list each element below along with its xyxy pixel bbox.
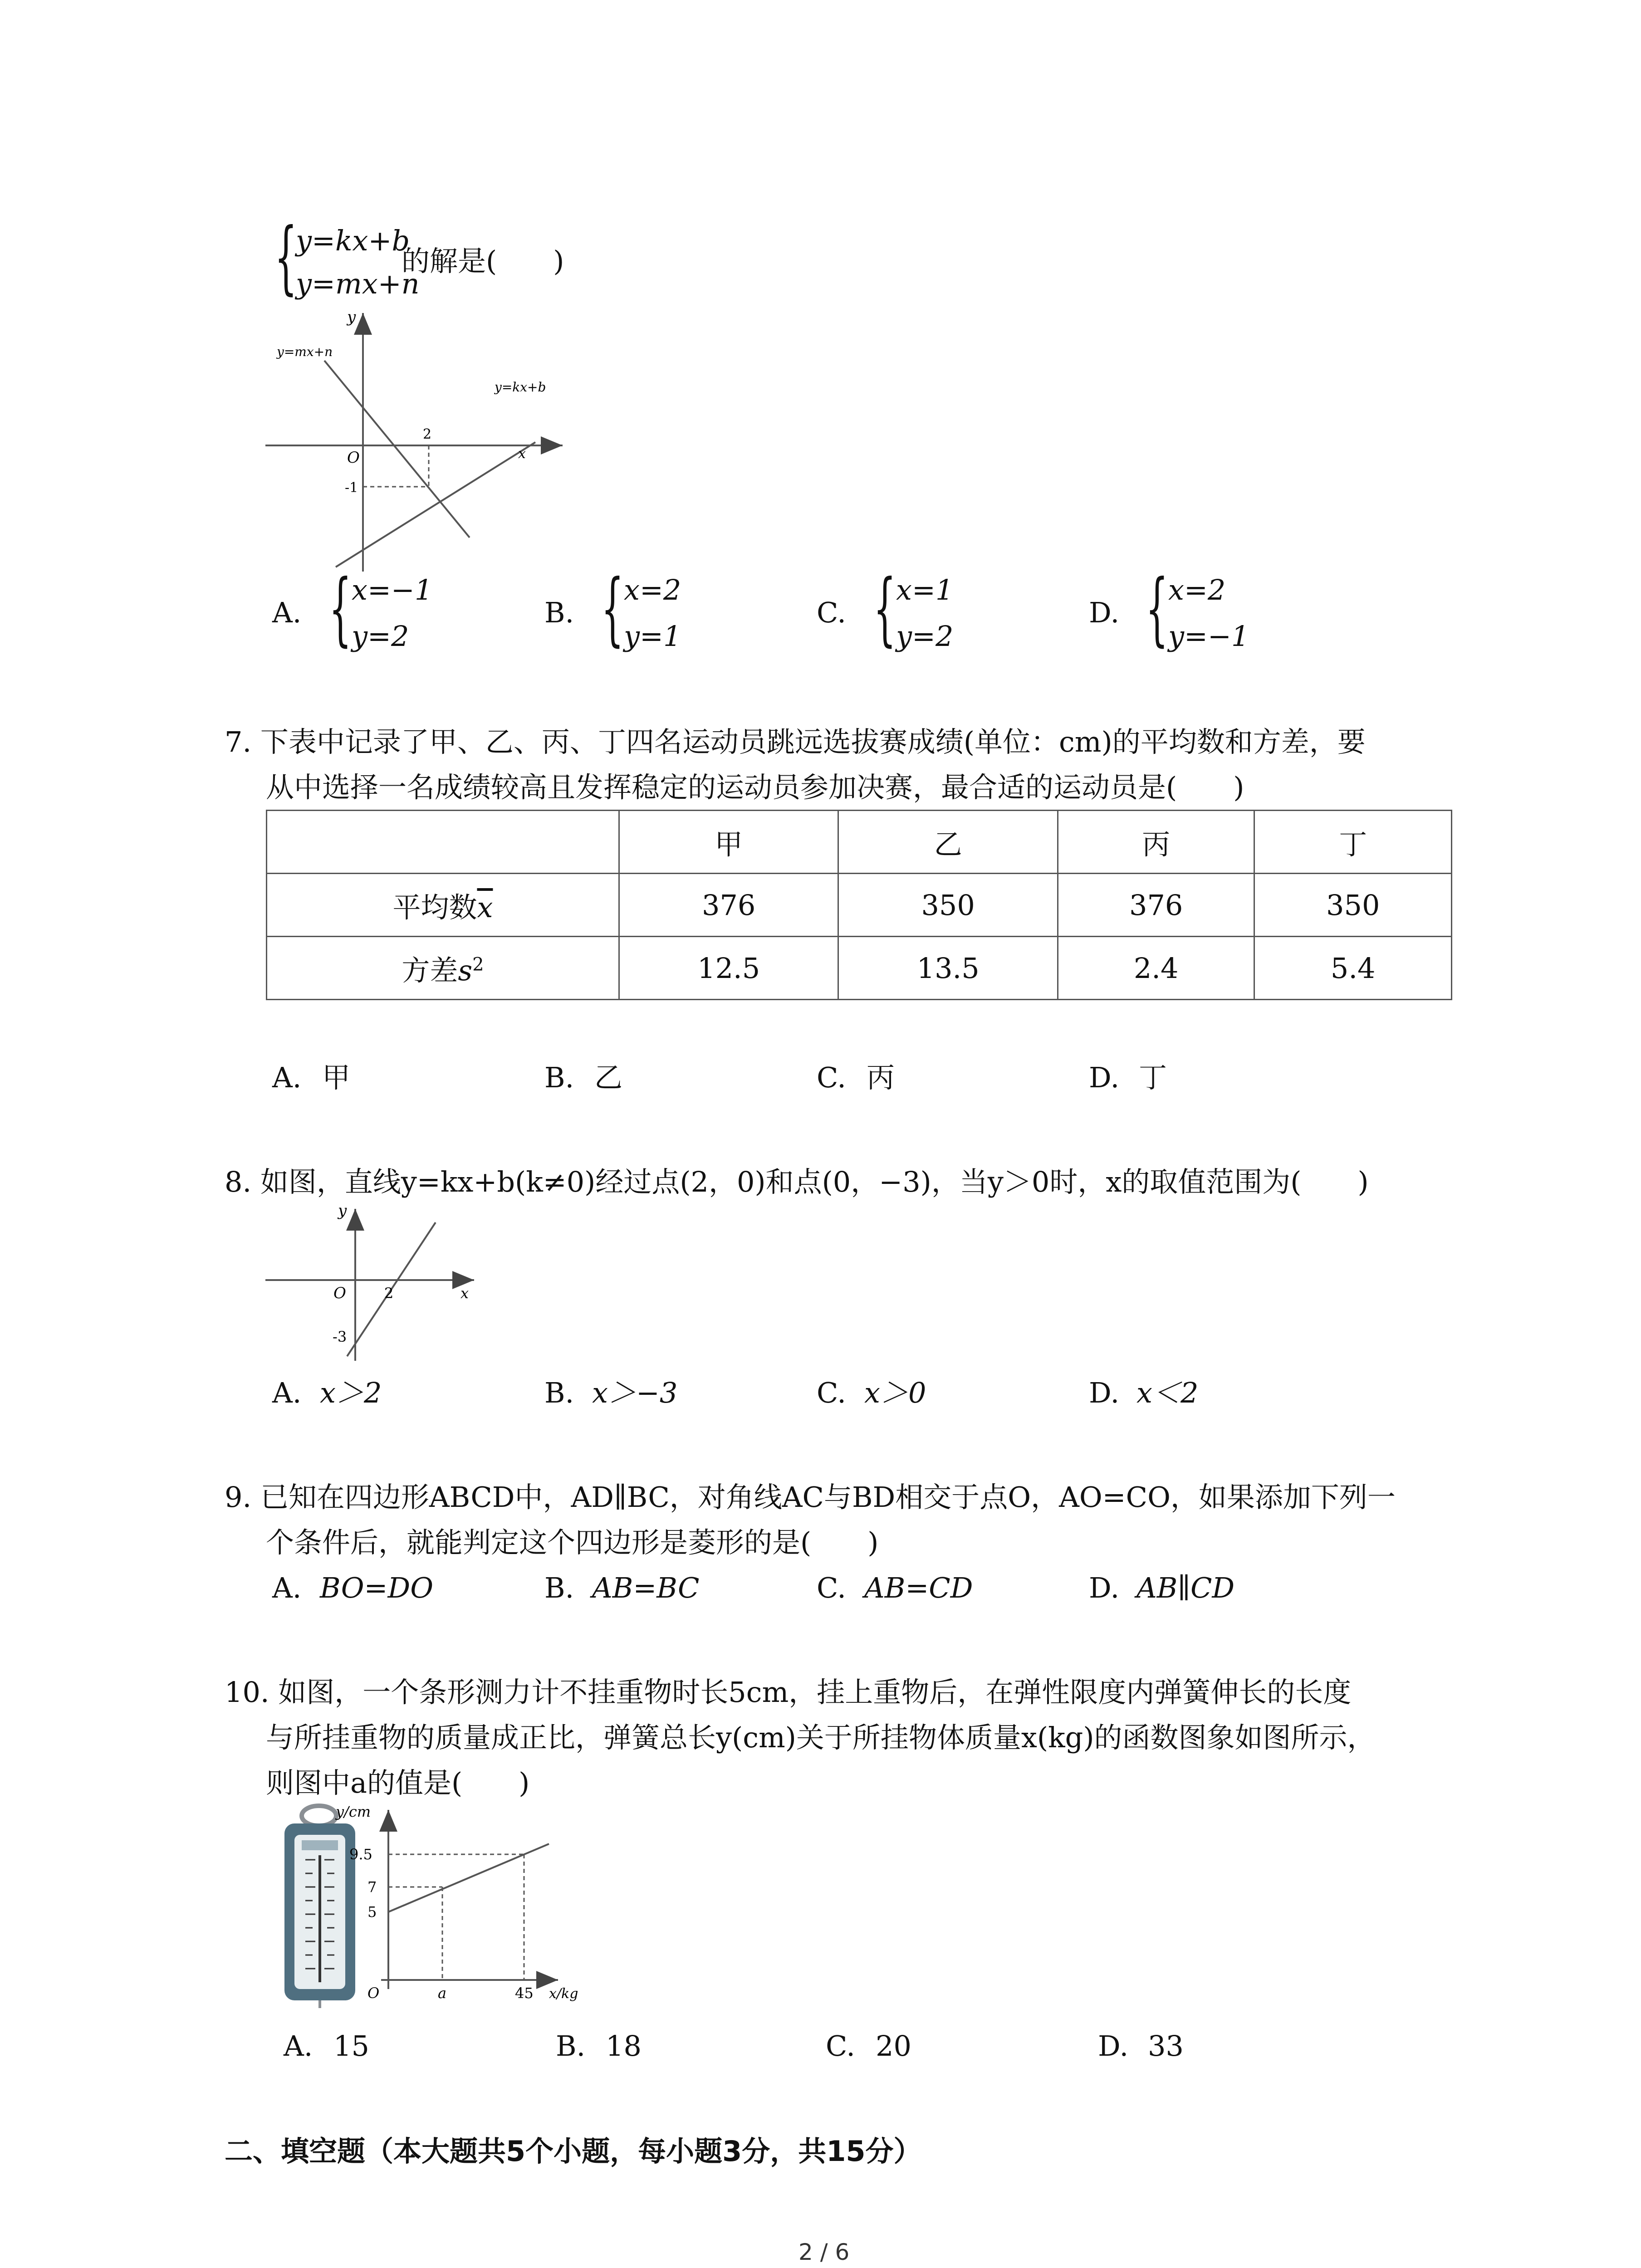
y-axis-label: y/cm — [336, 1803, 371, 1820]
tick-label-45: 45 — [515, 1984, 534, 2002]
header-cell-empty — [267, 811, 619, 874]
variance-symbol: s — [458, 953, 473, 987]
tick-label-2: 2 — [384, 1285, 394, 1302]
mean-symbol: $\overline{x}$ — [477, 890, 493, 924]
option-brace: { — [1146, 563, 1169, 655]
header-cell: 甲 — [619, 811, 838, 874]
equation-brace: { — [274, 211, 298, 303]
x-axis-label: x/kg — [549, 1986, 578, 2002]
q8-graph — [256, 1198, 492, 1365]
y-axis-label: y — [338, 1202, 347, 1220]
line-mx-n — [324, 361, 470, 538]
line-mx-n-label: y=mx+n — [277, 344, 333, 359]
q7-stem-line-2: 从中选择一名成绩较高且发挥稳定的运动员参加决赛，最合适的运动员是( ) — [266, 771, 1244, 804]
origin-label: O — [347, 449, 360, 467]
tick-label-a: a — [438, 1984, 447, 2002]
tick-label-neg3: -3 — [333, 1328, 347, 1345]
table-cell: 12.5 — [619, 937, 838, 1000]
section-2-heading: 二、填空题（本大题共5个小题，每小题3分，共15分） — [225, 2135, 922, 2168]
table-row — [267, 874, 1452, 937]
tick-label-5: 5 — [367, 1903, 377, 1921]
table-row — [267, 937, 1452, 1000]
tick-label-7: 7 — [367, 1878, 377, 1896]
tick-label-2: 2 — [423, 426, 432, 442]
q6-equation-2: y=mx+n — [296, 267, 420, 300]
option-brace: { — [329, 563, 352, 655]
row-label-variance: 方差$s^2$ — [267, 937, 619, 1000]
option-brace: { — [601, 563, 624, 655]
q7-stem-line-1: 7. 下表中记录了甲、乙、丙、丁四名运动员跳远选拔赛成绩(单位：cm)的平均数和方差，要 — [225, 725, 1366, 758]
origin-label: O — [367, 1984, 380, 2002]
header-cell: 丙 — [1058, 811, 1254, 874]
line-kx-b — [336, 442, 535, 567]
header-cell: 乙 — [838, 811, 1058, 874]
x-axis-label: x — [460, 1285, 469, 1302]
q6-equation-1: y=kx+b — [296, 224, 410, 257]
q10-stem-line-1: 10. 如图，一个条形测力计不挂重物时长5cm，挂上重物后，在弹性限度内弹簧伸长的长度 — [225, 1676, 1352, 1709]
table-cell: 376 — [619, 874, 838, 937]
line-kx-b-label: y=kx+b — [495, 380, 546, 395]
table-cell: 5.4 — [1254, 937, 1452, 1000]
q7-score-table — [266, 810, 1452, 1000]
option-brace: { — [873, 563, 896, 655]
x-axis-label: x — [518, 446, 526, 462]
q10-graph — [327, 1799, 581, 2016]
q8-stem: 8. 如图，直线y=kx+b(k≠0)经过点(2，0)和点(0，−3)，当y＞0时，x的取值范围为( ) — [225, 1165, 1369, 1198]
q9-stem-line-2: 个条件后，就能判定这个四边形是菱形的是( ) — [266, 1526, 879, 1559]
header-cell: 丁 — [1254, 811, 1452, 874]
tick-label-neg1: -1 — [345, 480, 358, 496]
y-axis-label: y — [347, 308, 356, 326]
row-label-mean: 平均数$\overline{x}$ — [267, 874, 619, 937]
q9-stem-line-1: 9. 已知在四边形ABCD中，AD∥BC，对角线AC与BD相交于点O，AO=CO，如果添加下列一 — [225, 1481, 1396, 1514]
origin-label: O — [333, 1284, 346, 1302]
tick-label-9-5: 9.5 — [349, 1846, 372, 1863]
table-cell: 350 — [1254, 874, 1452, 937]
exam-page: { y=kx+b y=mx+n 的解是( ) y x O 2 -1 y=mx+n y=kx+b A. { x=−1 y=2 B. { x=2 y=1 C. { x=1 y=2 D. { x=2 y=−1 7. 下表中记录了甲、乙、丙、丁四名运动员跳远选拔赛成绩(单位：cm)的平均数和方差，要 从中选择一名成绩较高且发挥稳定的运动员参加决赛，最合适的运动员是( ) 甲 乙 丙 丁 平均数$\overline{x}$ 376 350 376 350 方差$s^2$ 12.5 13.5 2.4 5.4 A. 甲 B. 乙 C. 丙 D. 丁 8. 如图，直线y=kx+b(k≠0)经过点(2，0)和点(0，−3)，当y＞0时，x的取值范围为( ) y x O 2 -3 A. x＞2 B. x＞−3 C. x＞0 D. x＜2 9. 已知在四边形ABCD中，AD∥BC，对角线AC与BD相交于点O，AO=CO，如果添加下列一 个条件后，就能判定这个四边形是菱形的是( ) A. BO=DO B. AB=BC C. AB=CD D. AB∥CD 10. 如图，一个条形测力计不挂重物时长5cm，挂上重物后，在弹性限度内弹簧伸长的长度 与所挂重物的质量成正比，弹簧总长y(cm)关于所挂物体质量x(kg)的函数图象如图所示， 则图中a的值是( ) y/cm x/kg O 9.5 7 5 a 45 A. 15 B. 18 C. 20 D. 33 二、填空题（本大题共5个小题，每小题3分，共15分） 2 / 6 — [0, 0, 1641, 2268]
q6-stem: 的解是( ) — [402, 244, 564, 278]
q10-stem-line-2: 与所挂重物的质量成正比，弹簧总长y(cm)关于所挂物体质量x(kg)的函数图象如图所示， — [266, 1721, 1376, 1754]
table-cell: 13.5 — [838, 937, 1058, 1000]
page-number: 2 / 6 — [798, 2239, 850, 2265]
table-header-row — [267, 811, 1452, 874]
q10-stem-line-3: 则图中a的值是( ) — [266, 1766, 530, 1799]
table-cell: 2.4 — [1058, 937, 1254, 1000]
table-cell: 376 — [1058, 874, 1254, 937]
table-cell: 350 — [838, 874, 1058, 937]
q6-graph — [254, 297, 581, 578]
